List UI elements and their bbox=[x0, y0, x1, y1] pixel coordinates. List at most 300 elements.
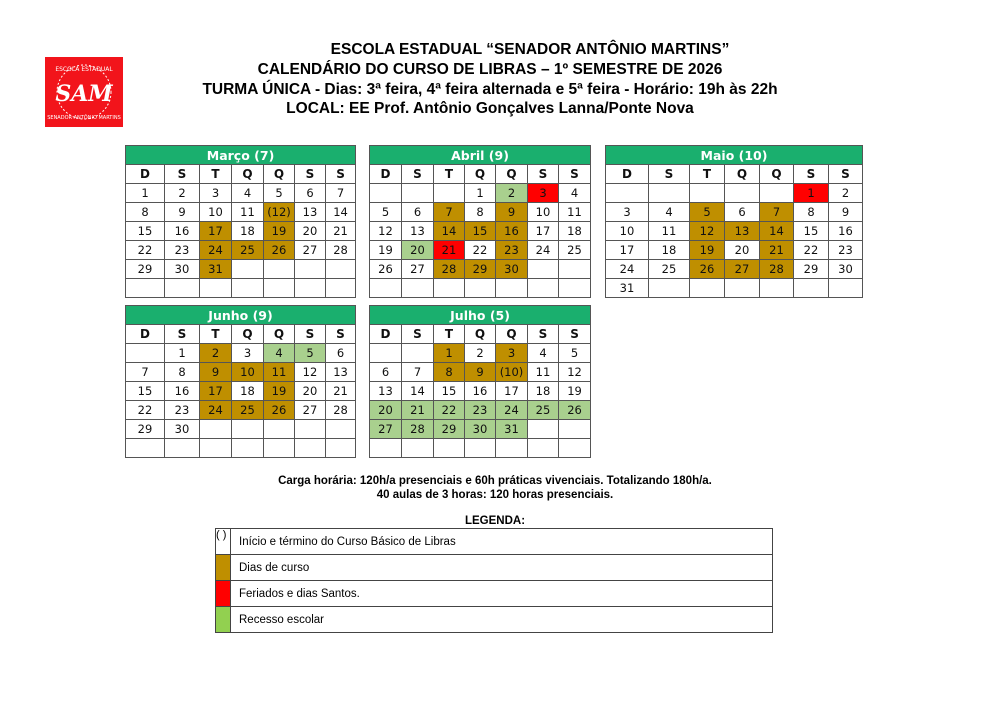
day-cell-recess: 29 bbox=[434, 420, 465, 439]
weekday-header: D bbox=[606, 165, 649, 184]
month-calendar bbox=[369, 145, 591, 298]
empty-cell bbox=[690, 279, 725, 298]
empty-cell bbox=[528, 420, 559, 439]
day-cell: 17 bbox=[528, 222, 559, 241]
day-cell: 4 bbox=[649, 203, 690, 222]
day-cell: 7 bbox=[402, 363, 434, 382]
week-row bbox=[370, 382, 591, 401]
day-cell: 9 bbox=[165, 203, 200, 222]
day-cell: 13 bbox=[402, 222, 434, 241]
week-row bbox=[370, 241, 591, 260]
empty-cell bbox=[126, 439, 165, 458]
week-row bbox=[126, 279, 356, 298]
day-cell: 30 bbox=[165, 260, 200, 279]
weekday-header: Q bbox=[725, 165, 760, 184]
empty-cell bbox=[528, 439, 559, 458]
day-cell: 16 bbox=[829, 222, 863, 241]
month-title: Maio (10) bbox=[606, 146, 863, 165]
empty-cell bbox=[649, 184, 690, 203]
week-row bbox=[126, 203, 356, 222]
empty-cell bbox=[496, 279, 528, 298]
day-cell: 5 bbox=[264, 184, 295, 203]
day-cell: 26 bbox=[370, 260, 402, 279]
empty-cell bbox=[370, 184, 402, 203]
empty-cell bbox=[606, 184, 649, 203]
empty-cell bbox=[402, 439, 434, 458]
day-cell-course: 24 bbox=[200, 401, 232, 420]
day-cell: 4 bbox=[232, 184, 264, 203]
weekday-header: S bbox=[649, 165, 690, 184]
day-cell: 10 bbox=[606, 222, 649, 241]
empty-cell bbox=[326, 260, 356, 279]
day-cell-course: 24 bbox=[200, 241, 232, 260]
legend-label: Recesso escolar bbox=[231, 607, 773, 633]
week-row bbox=[126, 184, 356, 203]
day-cell-course: 7 bbox=[760, 203, 794, 222]
day-cell: 12 bbox=[295, 363, 326, 382]
empty-cell bbox=[264, 279, 295, 298]
empty-cell bbox=[370, 344, 402, 363]
weekday-header: Q bbox=[465, 165, 496, 184]
day-cell: 1 bbox=[165, 344, 200, 363]
legend-row bbox=[216, 607, 773, 633]
day-cell: 20 bbox=[725, 241, 760, 260]
day-cell: 18 bbox=[528, 382, 559, 401]
weekday-header: S bbox=[165, 165, 200, 184]
day-cell-course: 12 bbox=[690, 222, 725, 241]
weekday-header: S bbox=[559, 325, 591, 344]
day-cell-course: 26 bbox=[690, 260, 725, 279]
week-row bbox=[126, 222, 356, 241]
day-cell-course: 11 bbox=[264, 363, 295, 382]
week-row bbox=[370, 363, 591, 382]
month-calendar bbox=[605, 145, 863, 298]
day-cell-course: 14 bbox=[434, 222, 465, 241]
weekday-header: D bbox=[126, 325, 165, 344]
week-row bbox=[606, 184, 863, 203]
weekday-header: Q bbox=[496, 325, 528, 344]
empty-cell bbox=[528, 260, 559, 279]
day-cell-recess: 5 bbox=[295, 344, 326, 363]
empty-cell bbox=[326, 420, 356, 439]
day-cell-recess: 24 bbox=[496, 401, 528, 420]
week-row bbox=[606, 260, 863, 279]
empty-cell bbox=[264, 260, 295, 279]
day-cell-course: 9 bbox=[465, 363, 496, 382]
calendar-title: CALENDÁRIO DO CURSO DE LIBRAS – 1º SEMESTRE DE 2026 bbox=[257, 61, 723, 78]
day-cell: 18 bbox=[559, 222, 591, 241]
week-row bbox=[370, 222, 591, 241]
month-title: Junho (9) bbox=[126, 306, 356, 325]
day-cell: 22 bbox=[794, 241, 829, 260]
week-row bbox=[126, 363, 356, 382]
week-row bbox=[606, 279, 863, 298]
day-cell: 20 bbox=[295, 222, 326, 241]
weekday-header: S bbox=[829, 165, 863, 184]
day-cell-recess: 22 bbox=[434, 401, 465, 420]
empty-cell bbox=[559, 260, 591, 279]
day-cell: 15 bbox=[126, 222, 165, 241]
legend-swatch-bracket: ( ) bbox=[216, 529, 231, 555]
day-cell: 22 bbox=[126, 401, 165, 420]
month-calendar bbox=[125, 305, 356, 458]
day-cell: 16 bbox=[465, 382, 496, 401]
day-cell: 21 bbox=[326, 222, 356, 241]
svg-text:SAM: SAM bbox=[55, 81, 113, 107]
day-cell: 8 bbox=[794, 203, 829, 222]
empty-cell bbox=[232, 260, 264, 279]
empty-cell bbox=[326, 279, 356, 298]
day-cell: 11 bbox=[528, 363, 559, 382]
day-cell: 12 bbox=[370, 222, 402, 241]
classes-note: 40 aulas de 3 horas: 120 horas presenciais. bbox=[376, 489, 614, 501]
day-cell: 27 bbox=[295, 241, 326, 260]
day-cell: 13 bbox=[295, 203, 326, 222]
week-row bbox=[126, 439, 356, 458]
month-calendar bbox=[125, 145, 356, 298]
day-cell: 21 bbox=[326, 382, 356, 401]
empty-cell bbox=[559, 439, 591, 458]
weekday-header: Q bbox=[760, 165, 794, 184]
day-cell: 6 bbox=[370, 363, 402, 382]
week-row bbox=[370, 420, 591, 439]
day-cell-course: 3 bbox=[496, 344, 528, 363]
empty-cell bbox=[434, 184, 465, 203]
day-cell: 23 bbox=[165, 241, 200, 260]
day-cell: 13 bbox=[326, 363, 356, 382]
day-cell-course: 17 bbox=[200, 222, 232, 241]
day-cell-recess: 26 bbox=[559, 401, 591, 420]
week-row bbox=[370, 203, 591, 222]
day-cell: 13 bbox=[370, 382, 402, 401]
day-cell: 8 bbox=[465, 203, 496, 222]
week-row bbox=[606, 203, 863, 222]
legend-swatch-holiday bbox=[216, 581, 231, 607]
day-cell: 15 bbox=[434, 382, 465, 401]
day-cell-course: 8 bbox=[434, 363, 465, 382]
weekday-header: S bbox=[528, 325, 559, 344]
weekday-header: Q bbox=[232, 325, 264, 344]
week-row bbox=[126, 344, 356, 363]
weekday-header: T bbox=[200, 165, 232, 184]
day-cell: 16 bbox=[165, 382, 200, 401]
day-cell-course: 19 bbox=[264, 382, 295, 401]
weekday-header: S bbox=[559, 165, 591, 184]
weekday-header: Q bbox=[264, 165, 295, 184]
empty-cell bbox=[402, 279, 434, 298]
empty-cell bbox=[370, 279, 402, 298]
week-row bbox=[126, 241, 356, 260]
empty-cell bbox=[465, 439, 496, 458]
empty-cell bbox=[760, 279, 794, 298]
day-cell-course: 9 bbox=[496, 203, 528, 222]
day-cell-course: (10) bbox=[496, 363, 528, 382]
day-cell: 18 bbox=[649, 241, 690, 260]
day-cell: 30 bbox=[165, 420, 200, 439]
day-cell: 19 bbox=[370, 241, 402, 260]
day-cell: 27 bbox=[295, 401, 326, 420]
day-cell: 11 bbox=[559, 203, 591, 222]
day-cell: 10 bbox=[528, 203, 559, 222]
day-cell-course: 14 bbox=[760, 222, 794, 241]
day-cell: 15 bbox=[794, 222, 829, 241]
week-row bbox=[126, 420, 356, 439]
day-cell: 31 bbox=[606, 279, 649, 298]
day-cell: 25 bbox=[559, 241, 591, 260]
weekday-header: Q bbox=[232, 165, 264, 184]
weekday-header: S bbox=[402, 325, 434, 344]
legend-label: Feriados e dias Santos. bbox=[231, 581, 773, 607]
day-cell-course: 31 bbox=[200, 260, 232, 279]
day-cell: 18 bbox=[232, 222, 264, 241]
day-cell: 22 bbox=[465, 241, 496, 260]
workload-note: Carga horária: 120h/a presenciais e 60h práticas vivenciais. Totalizando 180h/a. bbox=[278, 475, 712, 487]
weekday-header: S bbox=[794, 165, 829, 184]
empty-cell bbox=[760, 184, 794, 203]
day-cell: 5 bbox=[370, 203, 402, 222]
empty-cell bbox=[126, 344, 165, 363]
month-title: Março (7) bbox=[126, 146, 356, 165]
empty-cell bbox=[496, 439, 528, 458]
week-row bbox=[606, 222, 863, 241]
day-cell: 23 bbox=[165, 401, 200, 420]
day-cell-course: 2 bbox=[200, 344, 232, 363]
weekday-header: Q bbox=[496, 165, 528, 184]
day-cell-holiday: 21 bbox=[434, 241, 465, 260]
day-cell-course: 29 bbox=[465, 260, 496, 279]
day-cell-recess: 31 bbox=[496, 420, 528, 439]
day-cell-course: 1 bbox=[434, 344, 465, 363]
day-cell: 6 bbox=[725, 203, 760, 222]
legend-row bbox=[216, 581, 773, 607]
day-cell-recess: 28 bbox=[402, 420, 434, 439]
class-info: TURMA ÚNICA - Dias: 3ª feira, 4ª feira alternada e 5ª feira - Horário: 19h às 22h bbox=[202, 81, 778, 98]
week-row bbox=[126, 401, 356, 420]
legend-table bbox=[215, 528, 773, 633]
empty-cell bbox=[200, 439, 232, 458]
weekday-header: T bbox=[200, 325, 232, 344]
day-cell: 16 bbox=[165, 222, 200, 241]
empty-cell bbox=[165, 439, 200, 458]
day-cell-recess: 2 bbox=[496, 184, 528, 203]
day-cell-recess: 30 bbox=[465, 420, 496, 439]
empty-cell bbox=[559, 279, 591, 298]
day-cell-recess: 25 bbox=[528, 401, 559, 420]
weekday-header: S bbox=[402, 165, 434, 184]
day-cell: 15 bbox=[126, 382, 165, 401]
day-cell: 28 bbox=[326, 241, 356, 260]
day-cell: 20 bbox=[295, 382, 326, 401]
day-cell: 18 bbox=[232, 382, 264, 401]
location: LOCAL: EE Prof. Antônio Gonçalves Lanna/Ponte Nova bbox=[286, 100, 694, 117]
weekday-header: T bbox=[434, 325, 465, 344]
day-cell-recess: 23 bbox=[465, 401, 496, 420]
empty-cell bbox=[690, 184, 725, 203]
day-cell: 8 bbox=[165, 363, 200, 382]
day-cell: 22 bbox=[126, 241, 165, 260]
weekday-header: S bbox=[165, 325, 200, 344]
weekday-header: D bbox=[370, 165, 402, 184]
day-cell: 11 bbox=[232, 203, 264, 222]
day-cell: 12 bbox=[559, 363, 591, 382]
svg-text:ESCOLA ESTADUAL: ESCOLA ESTADUAL bbox=[55, 66, 113, 73]
day-cell: 29 bbox=[794, 260, 829, 279]
day-cell-course: 19 bbox=[690, 241, 725, 260]
empty-cell bbox=[402, 184, 434, 203]
day-cell: 23 bbox=[829, 241, 863, 260]
empty-cell bbox=[370, 439, 402, 458]
week-row bbox=[370, 344, 591, 363]
day-cell: 7 bbox=[326, 184, 356, 203]
day-cell: 3 bbox=[606, 203, 649, 222]
week-row bbox=[606, 241, 863, 260]
day-cell-course: 28 bbox=[760, 260, 794, 279]
empty-cell bbox=[295, 260, 326, 279]
legend-row bbox=[216, 529, 773, 555]
day-cell-course: 23 bbox=[496, 241, 528, 260]
day-cell: 29 bbox=[126, 420, 165, 439]
day-cell: 19 bbox=[559, 382, 591, 401]
day-cell-recess: 27 bbox=[370, 420, 402, 439]
day-cell-course: 26 bbox=[264, 401, 295, 420]
empty-cell bbox=[402, 344, 434, 363]
legend-row bbox=[216, 555, 773, 581]
month-title: Abril (9) bbox=[370, 146, 591, 165]
day-cell: 2 bbox=[829, 184, 863, 203]
empty-cell bbox=[200, 279, 232, 298]
weekday-header: S bbox=[295, 165, 326, 184]
legend-swatch-recess bbox=[216, 607, 231, 633]
day-cell: 27 bbox=[402, 260, 434, 279]
day-cell-course: 25 bbox=[232, 241, 264, 260]
legend-title: LEGENDA: bbox=[464, 515, 526, 527]
day-cell-course: 16 bbox=[496, 222, 528, 241]
day-cell: 14 bbox=[326, 203, 356, 222]
day-cell: 2 bbox=[165, 184, 200, 203]
weekday-header: Q bbox=[465, 325, 496, 344]
empty-cell bbox=[232, 420, 264, 439]
day-cell: 30 bbox=[829, 260, 863, 279]
day-cell-course: 10 bbox=[232, 363, 264, 382]
day-cell-course: 5 bbox=[690, 203, 725, 222]
empty-cell bbox=[725, 279, 760, 298]
day-cell: 2 bbox=[465, 344, 496, 363]
empty-cell bbox=[528, 279, 559, 298]
day-cell: 24 bbox=[606, 260, 649, 279]
day-cell: 6 bbox=[295, 184, 326, 203]
day-cell: 25 bbox=[649, 260, 690, 279]
weekday-header: S bbox=[528, 165, 559, 184]
empty-cell bbox=[264, 439, 295, 458]
day-cell: 1 bbox=[126, 184, 165, 203]
empty-cell bbox=[326, 439, 356, 458]
weekday-header: S bbox=[326, 325, 356, 344]
day-cell: 7 bbox=[126, 363, 165, 382]
legend-label: Dias de curso bbox=[231, 555, 773, 581]
day-cell-course: 17 bbox=[200, 382, 232, 401]
day-cell-holiday: 1 bbox=[794, 184, 829, 203]
empty-cell bbox=[794, 279, 829, 298]
day-cell-recess: 4 bbox=[264, 344, 295, 363]
week-row bbox=[370, 184, 591, 203]
empty-cell bbox=[232, 439, 264, 458]
day-cell-course: 19 bbox=[264, 222, 295, 241]
empty-cell bbox=[465, 279, 496, 298]
day-cell: 4 bbox=[528, 344, 559, 363]
svg-text:SENADOR ANTÔNIO MARTINS: SENADOR ANTÔNIO MARTINS bbox=[47, 115, 121, 121]
day-cell: 1 bbox=[465, 184, 496, 203]
week-row bbox=[370, 260, 591, 279]
day-cell: 17 bbox=[496, 382, 528, 401]
empty-cell bbox=[126, 279, 165, 298]
day-cell-course: 15 bbox=[465, 222, 496, 241]
day-cell: 14 bbox=[402, 382, 434, 401]
day-cell: 11 bbox=[649, 222, 690, 241]
day-cell: 10 bbox=[200, 203, 232, 222]
day-cell-course: 26 bbox=[264, 241, 295, 260]
day-cell: 29 bbox=[126, 260, 165, 279]
empty-cell bbox=[434, 439, 465, 458]
day-cell-recess: 20 bbox=[370, 401, 402, 420]
day-cell: 28 bbox=[326, 401, 356, 420]
day-cell: 6 bbox=[402, 203, 434, 222]
empty-cell bbox=[232, 279, 264, 298]
empty-cell bbox=[295, 420, 326, 439]
empty-cell bbox=[295, 439, 326, 458]
week-row bbox=[370, 401, 591, 420]
day-cell-course: 30 bbox=[496, 260, 528, 279]
day-cell: 17 bbox=[606, 241, 649, 260]
month-title: Julho (5) bbox=[370, 306, 591, 325]
day-cell-course: 25 bbox=[232, 401, 264, 420]
empty-cell bbox=[725, 184, 760, 203]
month-calendar bbox=[369, 305, 591, 458]
day-cell-course: (12) bbox=[264, 203, 295, 222]
weekday-header: D bbox=[126, 165, 165, 184]
day-cell-course: 27 bbox=[725, 260, 760, 279]
day-cell: 5 bbox=[559, 344, 591, 363]
day-cell: 3 bbox=[232, 344, 264, 363]
day-cell-holiday: 3 bbox=[528, 184, 559, 203]
week-row bbox=[126, 260, 356, 279]
weekday-header: D bbox=[370, 325, 402, 344]
week-row bbox=[370, 439, 591, 458]
weekday-header: T bbox=[434, 165, 465, 184]
week-row bbox=[126, 382, 356, 401]
legend-label: Início e término do Curso Básico de Libras bbox=[231, 529, 773, 555]
day-cell: 3 bbox=[200, 184, 232, 203]
empty-cell bbox=[829, 279, 863, 298]
empty-cell bbox=[165, 279, 200, 298]
empty-cell bbox=[264, 420, 295, 439]
empty-cell bbox=[200, 420, 232, 439]
day-cell-course: 21 bbox=[760, 241, 794, 260]
day-cell: 6 bbox=[326, 344, 356, 363]
weekday-header: S bbox=[295, 325, 326, 344]
empty-cell bbox=[649, 279, 690, 298]
weekday-header: Q bbox=[264, 325, 295, 344]
school-name: ESCOLA ESTADUAL “SENADOR ANTÔNIO MARTINS” bbox=[330, 41, 730, 58]
day-cell-course: 9 bbox=[200, 363, 232, 382]
day-cell: 8 bbox=[126, 203, 165, 222]
day-cell-course: 28 bbox=[434, 260, 465, 279]
day-cell-recess: 20 bbox=[402, 241, 434, 260]
day-cell-recess: 21 bbox=[402, 401, 434, 420]
day-cell-course: 7 bbox=[434, 203, 465, 222]
day-cell: 24 bbox=[528, 241, 559, 260]
legend-swatch-course bbox=[216, 555, 231, 581]
weekday-header: S bbox=[326, 165, 356, 184]
